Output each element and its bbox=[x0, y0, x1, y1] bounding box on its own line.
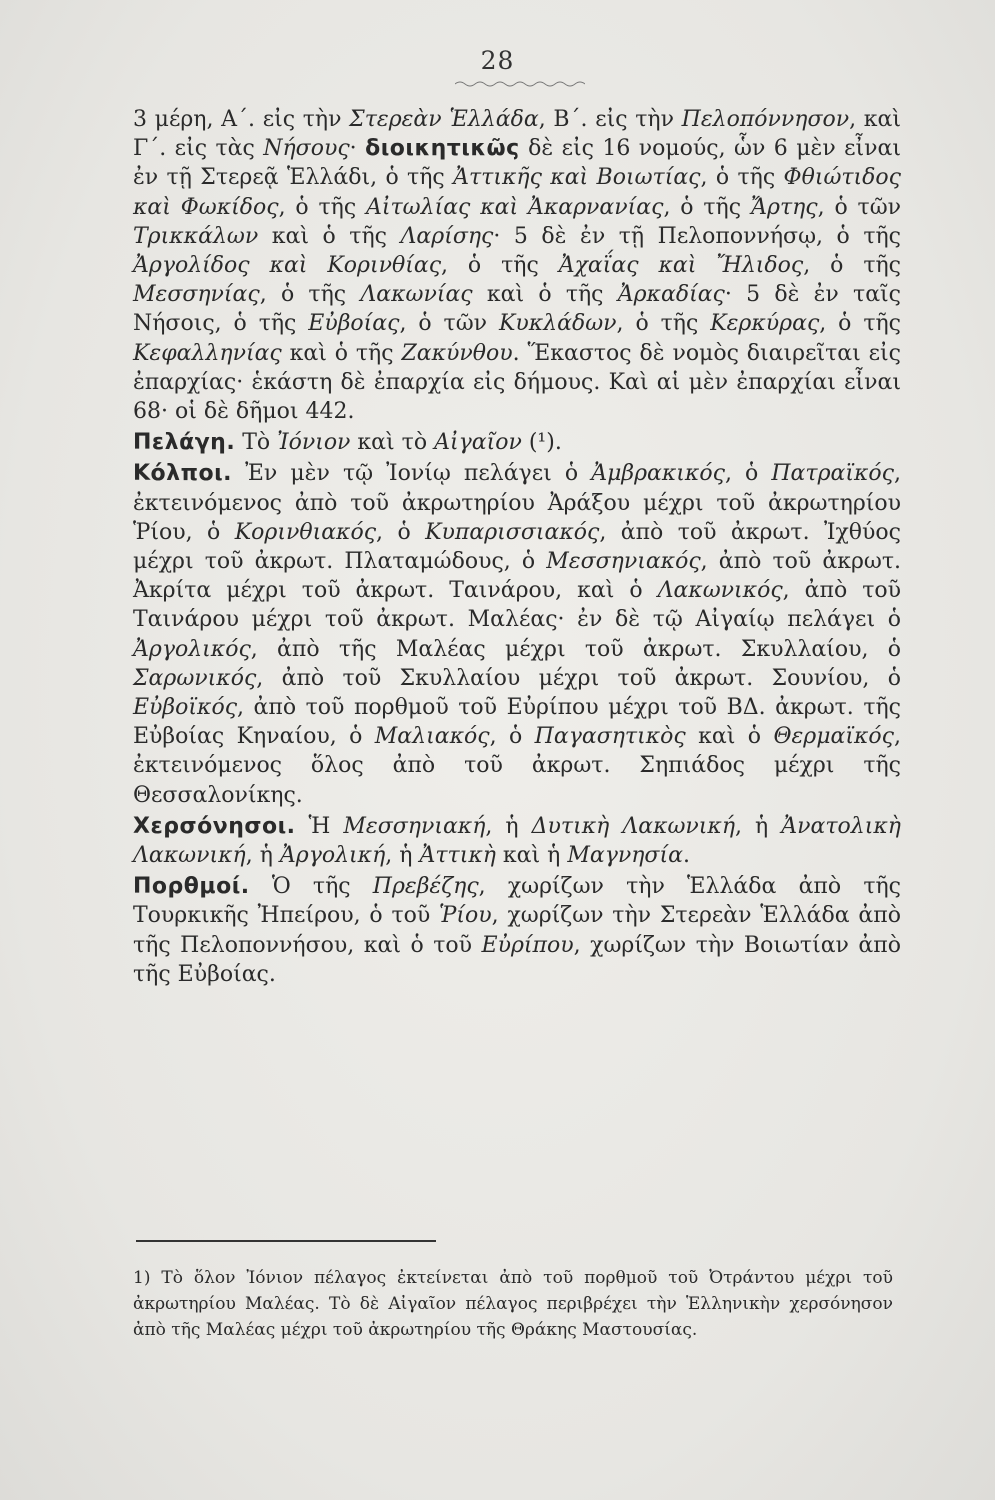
text-span: , ἀπὸ τοῦ ἀκρωτ. Ἀκρίτα μέχρι τοῦ ἀκρωτ. Ταινάρου, καὶ ὁ bbox=[133, 549, 901, 604]
section-heading: Κόλποι. bbox=[133, 461, 233, 487]
page-number-ornament bbox=[455, 80, 585, 88]
text-span: Τὸ bbox=[235, 430, 278, 456]
footnote-text: 1) Τὸ ὅλον Ἰόνιον πέλαγος ἐκτείνεται ἀπὸ τοῦ πορθμοῦ τοῦ Ὀτράντου μέχρι τοῦ ἀκρωτηρίου Μαλέας. Τὸ δὲ Αἰγαῖον πέλαγος περιβρέχει τὴν Ἑλληνικὴν χερσόνησον ἀπὸ τῆς Μαλέας μέχρι τοῦ ἀκρωτηρίου τῆς Θράκης Μαστουσίας. bbox=[133, 1268, 893, 1340]
text-span: , ὁ τῆς bbox=[819, 311, 902, 337]
italic-term: Αἰτωλίας καὶ Ἀκαρνανίας bbox=[366, 194, 664, 220]
italic-term: Μεσσηνιακή bbox=[343, 813, 486, 839]
italic-term: Ἀττικῆς καὶ Βοιωτίας bbox=[453, 165, 701, 191]
italic-term: Κυπαρισσιακός bbox=[425, 519, 600, 545]
text-span: . Ἕκαστος δὲ νομὸς διαιρεῖται εἰς ἐπαρχίας· ἑκάστη δὲ ἐπαρχία εἰς δήμους. Καὶ αἱ μὲν ἐπαρχίαι εἶναι 68· οἱ δὲ δῆμοι 442. bbox=[133, 340, 901, 425]
italic-term: Ἀργολίδος καὶ Κορινθίας bbox=[133, 253, 442, 279]
text-span: καὶ ὁ τῆς bbox=[281, 340, 402, 366]
text-span: , ἡ bbox=[485, 813, 532, 839]
italic-term: Μαλιακός bbox=[374, 724, 490, 750]
italic-term: Σαρωνικός bbox=[133, 665, 257, 691]
italic-term: Εὐβοίας bbox=[308, 311, 400, 337]
italic-term: Κερκύρας bbox=[710, 311, 820, 337]
italic-term: Φθιώτιδος καὶ Φωκίδος bbox=[133, 165, 901, 220]
paragraph-gulfs bbox=[133, 459, 901, 809]
text-span: , ὁ bbox=[724, 461, 772, 487]
section-heading: Πορθμοί. bbox=[133, 874, 250, 900]
text-span: , ὁ bbox=[376, 519, 426, 545]
paragraph-peninsulas bbox=[133, 812, 901, 870]
italic-term: Ἀρκαδίας bbox=[617, 282, 725, 308]
text-span: Ὁ τῆς bbox=[249, 874, 373, 900]
text-span: , Β΄. εἰς τὴν bbox=[538, 107, 682, 132]
text-span: , ἀπὸ τοῦ Ταινάρου μέχρι τοῦ ἀκρωτ. Μαλέας· ἐν δὲ τῷ Αἰγαίῳ πελάγει ὁ bbox=[133, 578, 901, 633]
page-number: 28 bbox=[480, 46, 515, 75]
italic-term: Τρικκάλων bbox=[133, 223, 259, 249]
italic-term: Ἄρτης bbox=[750, 194, 818, 220]
text-span: καὶ ὁ bbox=[685, 724, 774, 750]
italic-term: Κορινθιακός bbox=[234, 519, 377, 545]
text-span: δὲ εἰς 16 νομούς, ὧν 6 μὲν εἶναι ἐν τῇ Στερεᾷ Ἑλλάδι, ὁ τῆς bbox=[133, 136, 901, 191]
footnote bbox=[133, 1265, 893, 1343]
text-span: 3 μέρη, Α΄. εἰς τὴν bbox=[133, 107, 350, 132]
text-span: , ὁ τῆς bbox=[441, 253, 559, 279]
italic-term: Ἀχαΐας καὶ Ἤλιδος bbox=[558, 253, 804, 279]
footnote-divider bbox=[136, 1240, 436, 1242]
text-span: , ἡ bbox=[385, 843, 420, 869]
italic-term: Ἀργολικός bbox=[133, 636, 251, 662]
text-span: , ἀπὸ τοῦ πορθμοῦ τοῦ Εὐρίπου μέχρι τοῦ ΒΔ. ἀκρωτ. τῆς Εὐβοίας Κηναίου, ὁ bbox=[133, 695, 901, 750]
text-span: καὶ ἡ bbox=[495, 843, 568, 869]
italic-term: Πρεβέζης bbox=[372, 874, 479, 900]
text-span: , χωρίζων τὴν Στερεὰν Ἑλλάδα ἀπὸ τῆς Πελοποννήσου, καὶ ὁ τοῦ bbox=[133, 903, 901, 958]
text-span: , ὁ τῶν bbox=[399, 311, 499, 337]
text-span: , ἀπὸ τοῦ ἀκρωτ. Ἰχθύος μέχρι τοῦ ἀκρωτ. Πλαταμώδους, ὁ bbox=[133, 519, 901, 575]
section-heading: Πελάγη. bbox=[133, 430, 236, 456]
italic-term: Ζακύνθου bbox=[401, 340, 513, 366]
italic-term: Ἀνατολικὴ Λακωνική bbox=[133, 813, 901, 869]
italic-term: Λακωνικός bbox=[657, 578, 783, 604]
text-span: , ἐκτεινόμενος ἀπὸ τοῦ ἀκρωτηρίου Ἀράξου μέχρι τοῦ ἀκρωτηρίου Ῥίου, ὁ bbox=[133, 461, 901, 545]
text-span: , ἐκτεινόμενος ὅλος ἀπὸ τοῦ ἀκρωτ. Σηπιάδος μέχρι τῆς Θεσσαλονίκης. bbox=[133, 724, 901, 808]
text-span: , ὁ τῆς bbox=[616, 311, 711, 337]
italic-term: Μεσσηνίας bbox=[133, 282, 260, 308]
italic-term: Ῥίου bbox=[439, 903, 492, 929]
italic-term: Μαγνησία bbox=[567, 843, 683, 869]
italic-term: Αἰγαῖον bbox=[434, 430, 522, 456]
text-span: , ὁ bbox=[489, 724, 535, 750]
text-span: . bbox=[682, 843, 690, 869]
text-span: καὶ ὁ τῆς bbox=[472, 282, 618, 308]
text-span: Ἡ bbox=[295, 813, 344, 839]
text-span: , ὁ τῆς bbox=[663, 194, 751, 220]
italic-term: Λακωνίας bbox=[360, 282, 473, 308]
paragraph-seas bbox=[133, 428, 901, 457]
footnote-reference: (¹). bbox=[521, 430, 562, 456]
italic-term: Πατραϊκός bbox=[771, 461, 894, 487]
italic-term: Παγασητικὸς bbox=[534, 724, 686, 750]
text-span: , ἀπὸ τῆς Μαλέας μέχρι τοῦ ἀκρωτ. Σκυλλαίου, ὁ bbox=[250, 636, 901, 662]
italic-term: Κυκλάδων bbox=[498, 311, 617, 337]
bold-term: διοικητικῶς bbox=[365, 136, 520, 162]
italic-term: Μεσσηνιακός bbox=[546, 549, 701, 575]
italic-term: Δυτικὴ Λακωνική bbox=[531, 813, 736, 839]
text-span: · bbox=[349, 136, 366, 162]
text-span: , ὁ τῆς bbox=[278, 194, 366, 220]
section-heading: Χερσόνησοι. bbox=[133, 813, 296, 839]
text-span: καὶ ὁ τῆς bbox=[258, 223, 401, 249]
italic-term: Πελοπόννησον bbox=[681, 107, 850, 132]
italic-term: Νήσους bbox=[263, 136, 350, 162]
italic-term: Στερεὰν Ἑλλάδα bbox=[349, 107, 539, 132]
text-span: Ἐν μὲν τῷ Ἰονίῳ πελάγει ὁ bbox=[232, 461, 592, 487]
text-span: , χωρίζων τὴν Ἑλλάδα ἀπὸ τῆς Τουρκικῆς Ἠπείρου, ὁ τοῦ bbox=[133, 874, 901, 929]
italic-term: Ἀττικὴ bbox=[419, 843, 496, 869]
text-span: , ἡ bbox=[245, 843, 280, 869]
italic-term: Λαρίσης bbox=[400, 223, 494, 249]
text-span: , ὁ τῆς bbox=[700, 165, 784, 191]
text-span: , ὁ τῶν bbox=[817, 194, 902, 220]
italic-term: Ἰόνιον bbox=[277, 430, 351, 456]
text-span: , ὁ τῆς bbox=[259, 282, 361, 308]
text-span: , καὶ Γ΄. εἰς τὰς bbox=[133, 107, 902, 162]
italic-term: Εὐρίπου bbox=[481, 932, 574, 958]
text-span: καὶ τὸ bbox=[350, 430, 435, 456]
paragraph-straits bbox=[133, 872, 901, 989]
italic-term: Θερμαϊκός bbox=[773, 724, 894, 750]
italic-term: Εὐβοϊκός bbox=[133, 695, 238, 721]
text-span: , ἡ bbox=[735, 813, 782, 839]
text-span: , ἀπὸ τοῦ Σκυλλαίου μέχρι τοῦ ἀκρωτ. Σουνίου, ὁ bbox=[256, 665, 901, 691]
text-span: , ὁ τῆς bbox=[803, 253, 901, 279]
text-span: , χωρίζων τὴν Βοιωτίαν ἀπὸ τῆς Εὐβοίας. bbox=[133, 932, 901, 987]
paragraph-divisions bbox=[133, 105, 901, 426]
italic-term: Κεφαλληνίας bbox=[133, 340, 282, 366]
italic-term: Ἀργολική bbox=[279, 843, 386, 869]
italic-term: Ἀμβρακικός bbox=[591, 461, 725, 487]
main-text bbox=[133, 105, 901, 991]
text-span: · 5 δὲ ἐν ταῖς Νήσοις, ὁ τῆς bbox=[133, 282, 901, 337]
text-span: · 5 δὲ ἐν τῇ Πελοποννήσῳ, ὁ τῆς bbox=[493, 223, 902, 249]
